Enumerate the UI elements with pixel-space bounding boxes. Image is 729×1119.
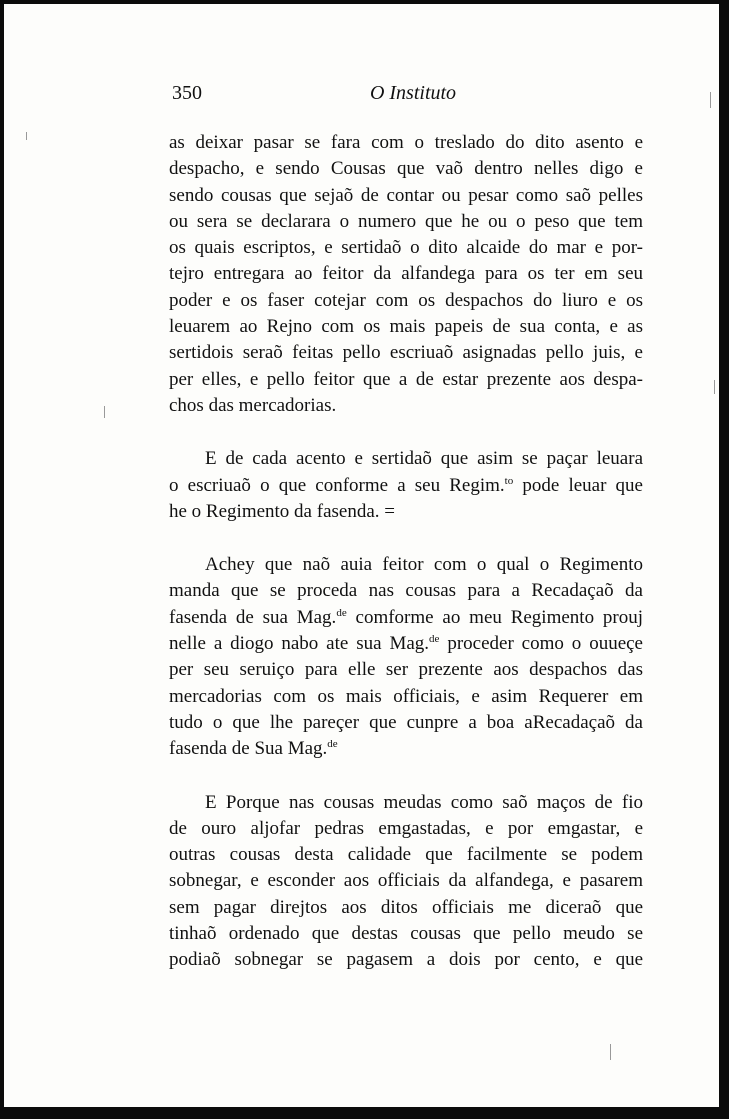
text-line: os quais escriptos, e sertidaõ o dito alcaide do mar e por-: [169, 237, 643, 259]
body-text: [169, 130, 643, 974]
text-line: sendo cousas que sejaõ de contar ou pesar como saõ pelles: [169, 184, 643, 206]
text-line: E Porque nas cousas meudas como saõ maços de fio: [205, 791, 643, 813]
text-line: E de cada acento e sertidaõ que asim se paçar leuara: [205, 448, 643, 470]
text-line: nelle a diogo nabo ate sua Mag.$^{de}$ proceder como o ouueçe: [169, 633, 643, 655]
text-line: fasenda de sua Mag.$^{de}$ comforme ao meu Regimento prouj: [169, 606, 643, 628]
text-line: de ouro aljofar pedras emgastadas, e por emgastar, e: [169, 817, 643, 839]
text-line: ou sera se declarara o numero que he ou o peso que tem: [169, 210, 643, 232]
text-line: podiaõ sobnegar se pagasem a dois por cento, e que: [169, 949, 643, 971]
page-header: [172, 82, 644, 112]
text-line: tudo o que lhe pareçer que cunpre a boa aRecadaçaõ da: [169, 711, 643, 733]
text-line: per seu seruiço para elle ser prezente aos despachos das: [169, 659, 643, 681]
scan-speck: [104, 406, 105, 418]
paragraph-1: [169, 130, 643, 419]
text-line: as deixar pasar se fara com o treslado do dito asento e: [169, 132, 643, 153]
scan-speck: [714, 380, 715, 394]
scan-speck: [710, 92, 711, 108]
page-number: 350: [172, 82, 202, 104]
text-line: manda que se proceda nas cousas para a Recadaçaõ da: [169, 580, 643, 602]
paragraph-4: [169, 790, 643, 974]
text-line: he o Regimento da fasenda. =: [169, 500, 395, 522]
paragraph-3: [169, 552, 643, 762]
text-line: sem pagar direjtos aos ditos officiais me diceraõ que: [169, 896, 643, 918]
text-line: fasenda de Sua Mag.$^{de}$: [169, 738, 338, 760]
text-line: poder e os faser cotejar com os despachos do liuro e os: [169, 289, 643, 311]
text-line: tejro entregara ao feitor da alfandega para os ter em seu: [169, 263, 643, 285]
text-line: mercadorias com os mais officiais, e asim Requerer em: [169, 685, 643, 707]
text-line: chos das mercadorias.: [169, 394, 337, 416]
text-line: o escriuaõ o que conforme a seu Regim.$^{to}$ pode leuar que: [169, 474, 643, 496]
text-line: leuarem ao Rejno com os mais papeis de sua conta, e as: [169, 316, 643, 338]
text-line: Achey que naõ auia feitor com o qual o Regimento: [205, 554, 643, 576]
text-line: per elles, e pello feitor que a de estar prezente aos despa-: [169, 368, 643, 390]
text-line: sobnegar, e esconder aos officiais da alfandega, e pasarem: [169, 870, 643, 892]
running-title: O Instituto: [369, 82, 457, 104]
text-line: sertidois seraõ feitas pello escriuaõ asignadas pello juis, e: [169, 342, 643, 364]
text-line: outras cousas desta calidade que facilmente se podem: [169, 844, 643, 866]
text-line: despacho, e sendo Cousas que vaõ dentro nelles digo e: [169, 158, 643, 180]
scan-speck: [610, 1044, 611, 1060]
text-line: tinhaõ ordenado que destas cousas que pello meudo se: [169, 923, 643, 945]
scan-speck: [26, 132, 27, 140]
paragraph-2: [169, 446, 643, 525]
